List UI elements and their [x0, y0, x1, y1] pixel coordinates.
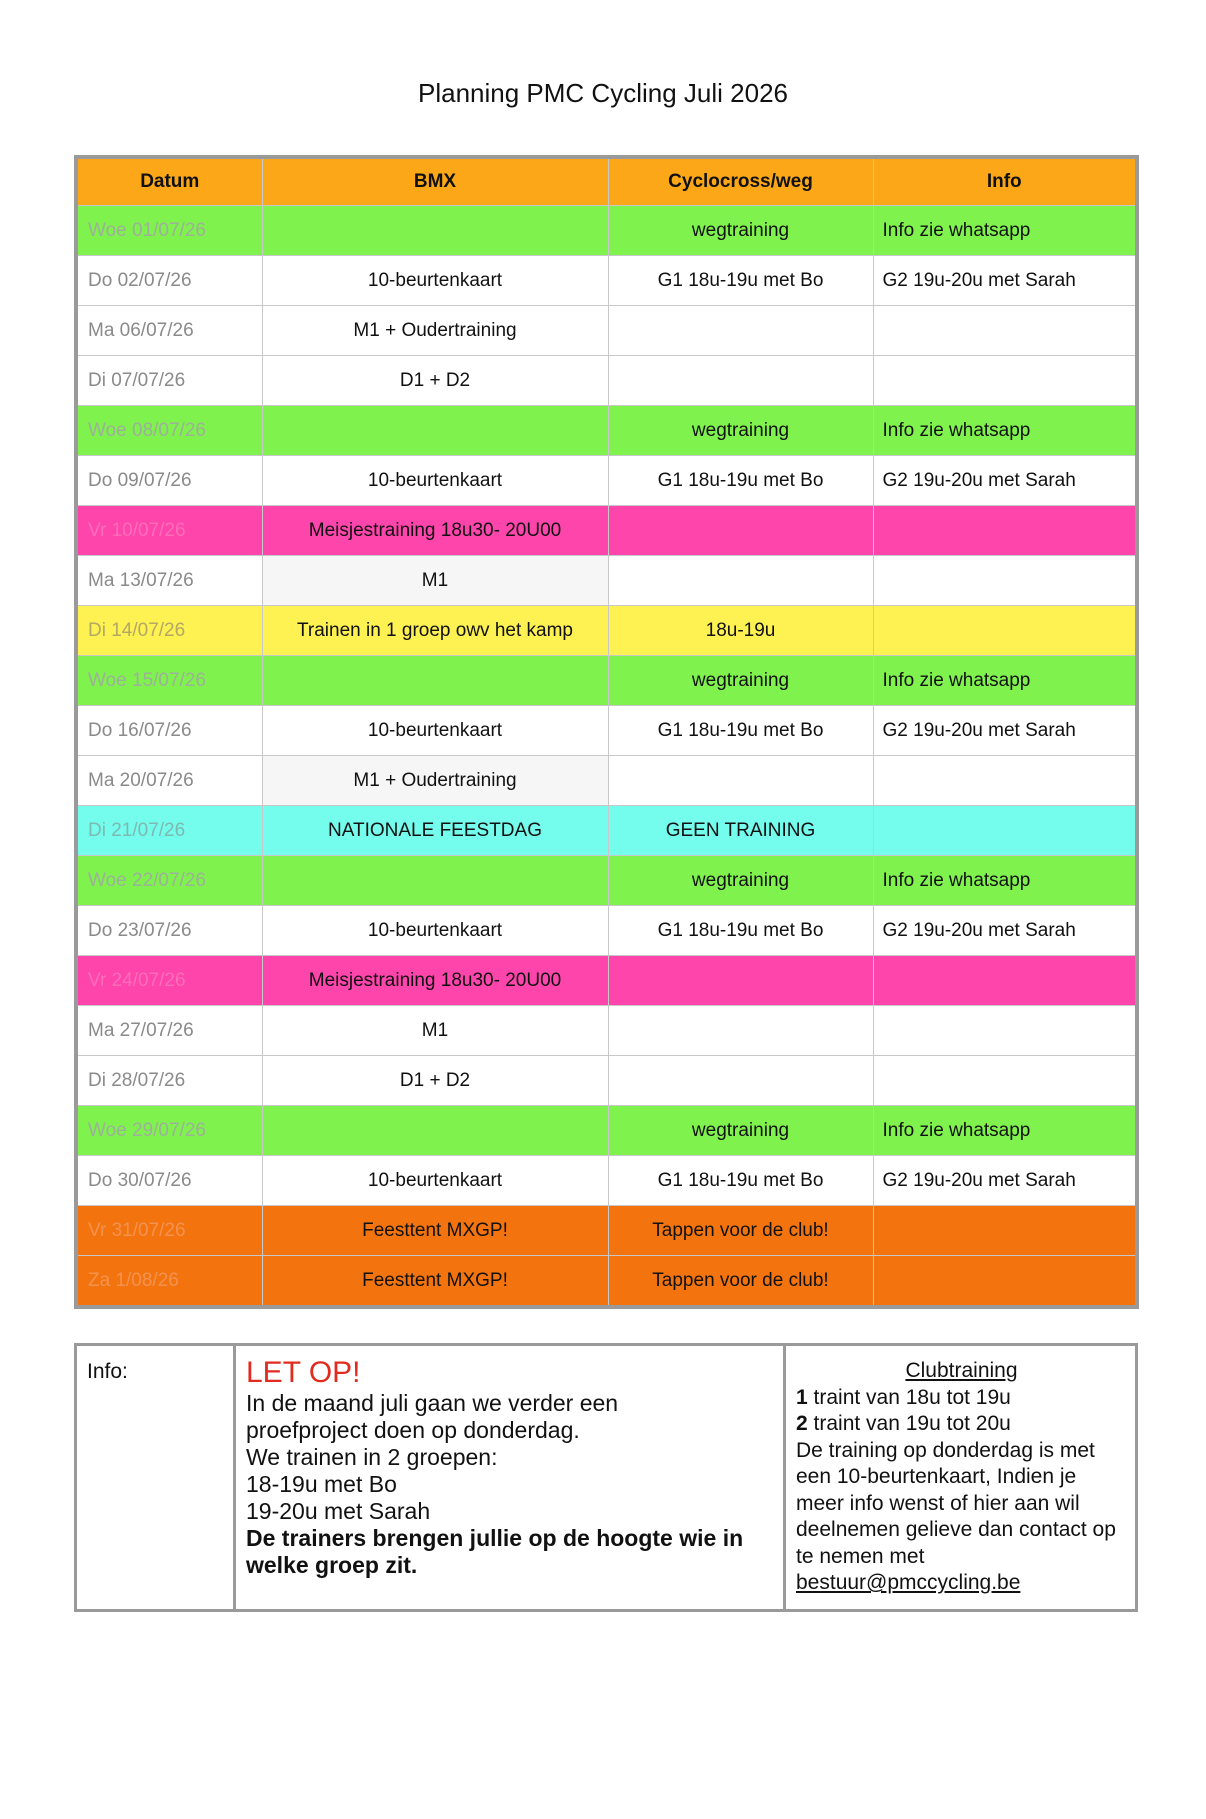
clubtraining-panel — [785, 1345, 1137, 1611]
schedule-row — [76, 506, 1137, 556]
clubtraining-paragraph: De training op donderdag is met een 10-beurtenkaart, Indien je meer info wenst of hier aan wil deelnemen gelieve dan contact op te nemen met — [796, 1438, 1116, 1568]
cyclocross-cell: wegtraining — [608, 1106, 873, 1156]
date-cell: Do 09/07/26 — [76, 456, 262, 506]
cyclocross-cell: G1 18u-19u met Bo — [608, 906, 873, 956]
cyclocross-cell: wegtraining — [608, 856, 873, 906]
group2-line — [796, 1411, 1127, 1438]
cyclocross-cell — [608, 1006, 873, 1056]
info-line: We trainen in 2 groepen: — [246, 1444, 498, 1470]
schedule-row — [76, 856, 1137, 906]
group1-number: 1 — [796, 1385, 808, 1409]
info-cell — [873, 556, 1137, 606]
schedule-row — [76, 1056, 1137, 1106]
date-cell: Do 16/07/26 — [76, 706, 262, 756]
date-cell: Ma 20/07/26 — [76, 756, 262, 806]
header-datum: Datum — [76, 157, 262, 206]
cyclocross-cell: 18u-19u — [608, 606, 873, 656]
schedule-table — [74, 155, 1139, 1309]
bmx-cell: D1 + D2 — [262, 1056, 608, 1106]
bmx-cell: 10-beurtenkaart — [262, 906, 608, 956]
date-cell: Di 21/07/26 — [76, 806, 262, 856]
bmx-cell — [262, 206, 608, 256]
date-cell: Di 28/07/26 — [76, 1056, 262, 1106]
info-box — [74, 1343, 1138, 1612]
info-cell — [873, 806, 1137, 856]
schedule-row — [76, 706, 1137, 756]
info-line: 19-20u met Sarah — [246, 1498, 431, 1524]
info-cell — [873, 1256, 1137, 1308]
date-cell: Vr 24/07/26 — [76, 956, 262, 1006]
bmx-cell: 10-beurtenkaart — [262, 456, 608, 506]
bmx-cell: Meisjestraining 18u30- 20U00 — [262, 506, 608, 556]
schedule-row — [76, 556, 1137, 606]
schedule-row — [76, 656, 1137, 706]
bmx-cell — [262, 1106, 608, 1156]
info-cell: G2 19u-20u met Sarah — [873, 256, 1137, 306]
info-cell: Info zie whatsapp — [873, 1106, 1137, 1156]
info-main — [235, 1345, 785, 1611]
date-cell: Vr 10/07/26 — [76, 506, 262, 556]
header-bmx: BMX — [262, 157, 608, 206]
date-cell: Woe 01/07/26 — [76, 206, 262, 256]
date-cell: Woe 22/07/26 — [76, 856, 262, 906]
info-cell: G2 19u-20u met Sarah — [873, 456, 1137, 506]
cyclocross-cell — [608, 506, 873, 556]
cyclocross-cell: G1 18u-19u met Bo — [608, 706, 873, 756]
cyclocross-cell: G1 18u-19u met Bo — [608, 1156, 873, 1206]
cyclocross-cell: Tappen voor de club! — [608, 1256, 873, 1308]
group2-number: 2 — [796, 1412, 808, 1435]
schedule-row — [76, 1256, 1137, 1308]
schedule-row — [76, 806, 1137, 856]
header-cyclocross: Cyclocross/weg — [608, 157, 873, 206]
schedule-row — [76, 1206, 1137, 1256]
bmx-cell: M1 + Oudertraining — [262, 306, 608, 356]
info-line: proefproject doen op donderdag. — [246, 1417, 580, 1443]
info-cell: Info zie whatsapp — [873, 406, 1137, 456]
bmx-cell: Feesttent MXGP! — [262, 1206, 608, 1256]
date-cell: Do 02/07/26 — [76, 256, 262, 306]
info-cell — [873, 356, 1137, 406]
cyclocross-cell — [608, 306, 873, 356]
info-cell — [873, 1056, 1137, 1106]
cyclocross-cell — [608, 756, 873, 806]
bmx-cell: 10-beurtenkaart — [262, 1156, 608, 1206]
schedule-row — [76, 1006, 1137, 1056]
date-cell: Ma 13/07/26 — [76, 556, 262, 606]
date-cell: Woe 15/07/26 — [76, 656, 262, 706]
schedule-row — [76, 756, 1137, 806]
page-title: Planning PMC Cycling Juli 2026 — [418, 78, 788, 108]
schedule-row — [76, 206, 1137, 256]
date-cell: Ma 27/07/26 — [76, 1006, 262, 1056]
schedule-row — [76, 906, 1137, 956]
cyclocross-cell: G1 18u-19u met Bo — [608, 456, 873, 506]
date-cell: Do 23/07/26 — [76, 906, 262, 956]
schedule-body — [76, 206, 1137, 1308]
bmx-cell — [262, 406, 608, 456]
cyclocross-cell: wegtraining — [608, 206, 873, 256]
info-line: 18-19u met Bo — [246, 1471, 397, 1497]
bmx-cell: Trainen in 1 groep owv het kamp — [262, 606, 608, 656]
info-cell: G2 19u-20u met Sarah — [873, 1156, 1137, 1206]
date-cell: Woe 29/07/26 — [76, 1106, 262, 1156]
schedule-row — [76, 956, 1137, 1006]
cyclocross-cell: wegtraining — [608, 406, 873, 456]
schedule-row — [76, 356, 1137, 406]
info-cell: Info zie whatsapp — [873, 656, 1137, 706]
bmx-cell: 10-beurtenkaart — [262, 706, 608, 756]
bmx-cell — [262, 856, 608, 906]
date-cell: Woe 08/07/26 — [76, 406, 262, 456]
info-cell — [873, 1206, 1137, 1256]
date-cell: Di 14/07/26 — [76, 606, 262, 656]
group1-line — [796, 1385, 1127, 1412]
info-cell — [873, 756, 1137, 806]
bmx-cell: Feesttent MXGP! — [262, 1256, 608, 1308]
info-cell: G2 19u-20u met Sarah — [873, 706, 1137, 756]
info-cell — [873, 1006, 1137, 1056]
schedule-row — [76, 256, 1137, 306]
bmx-cell: NATIONALE FEESTDAG — [262, 806, 608, 856]
info-cell — [873, 606, 1137, 656]
cyclocross-cell — [608, 556, 873, 606]
alert-heading: LET OP! — [246, 1356, 361, 1389]
date-cell: Di 07/07/26 — [76, 356, 262, 406]
info-cell: Info zie whatsapp — [873, 206, 1137, 256]
schedule-row — [76, 306, 1137, 356]
header-row — [76, 157, 1137, 206]
cyclocross-cell — [608, 956, 873, 1006]
cyclocross-cell: GEEN TRAINING — [608, 806, 873, 856]
info-cell: G2 19u-20u met Sarah — [873, 906, 1137, 956]
bmx-cell: M1 + Oudertraining — [262, 756, 608, 806]
cyclocross-cell: G1 18u-19u met Bo — [608, 256, 873, 306]
info-bold-note: De trainers brengen jullie op de hoogte wie in welke groep zit. — [246, 1525, 744, 1578]
bmx-cell: 10-beurtenkaart — [262, 256, 608, 306]
group1-text: traint van 18u tot 19u — [807, 1385, 1011, 1409]
date-cell: Do 30/07/26 — [76, 1156, 262, 1206]
cyclocross-cell: Tappen voor de club! — [608, 1206, 873, 1256]
bmx-cell: D1 + D2 — [262, 356, 608, 406]
schedule-row — [76, 456, 1137, 506]
date-cell: Ma 06/07/26 — [76, 306, 262, 356]
schedule-row — [76, 406, 1137, 456]
clubtraining-heading: Clubtraining — [905, 1359, 1018, 1382]
bmx-cell: M1 — [262, 556, 608, 606]
group2-text: traint van 19u tot 20u — [807, 1412, 1011, 1435]
date-cell: Vr 31/07/26 — [76, 1206, 262, 1256]
cyclocross-cell — [608, 356, 873, 406]
header-info: Info — [873, 157, 1137, 206]
info-label: Info: — [76, 1345, 235, 1611]
bmx-cell — [262, 656, 608, 706]
schedule-row — [76, 606, 1137, 656]
date-cell: Za 1/08/26 — [76, 1256, 262, 1308]
schedule-row — [76, 1156, 1137, 1206]
schedule-row — [76, 1106, 1137, 1156]
info-cell — [873, 306, 1137, 356]
bmx-cell: Meisjestraining 18u30- 20U00 — [262, 956, 608, 1006]
bmx-cell: M1 — [262, 1006, 608, 1056]
email-link[interactable]: bestuur@pmccycling.be — [796, 1571, 1021, 1594]
info-cell: Info zie whatsapp — [873, 856, 1137, 906]
cyclocross-cell: wegtraining — [608, 656, 873, 706]
cyclocross-cell — [608, 1056, 873, 1106]
info-cell — [873, 506, 1137, 556]
info-cell — [873, 956, 1137, 1006]
info-line: In de maand juli gaan we verder een — [246, 1390, 619, 1416]
